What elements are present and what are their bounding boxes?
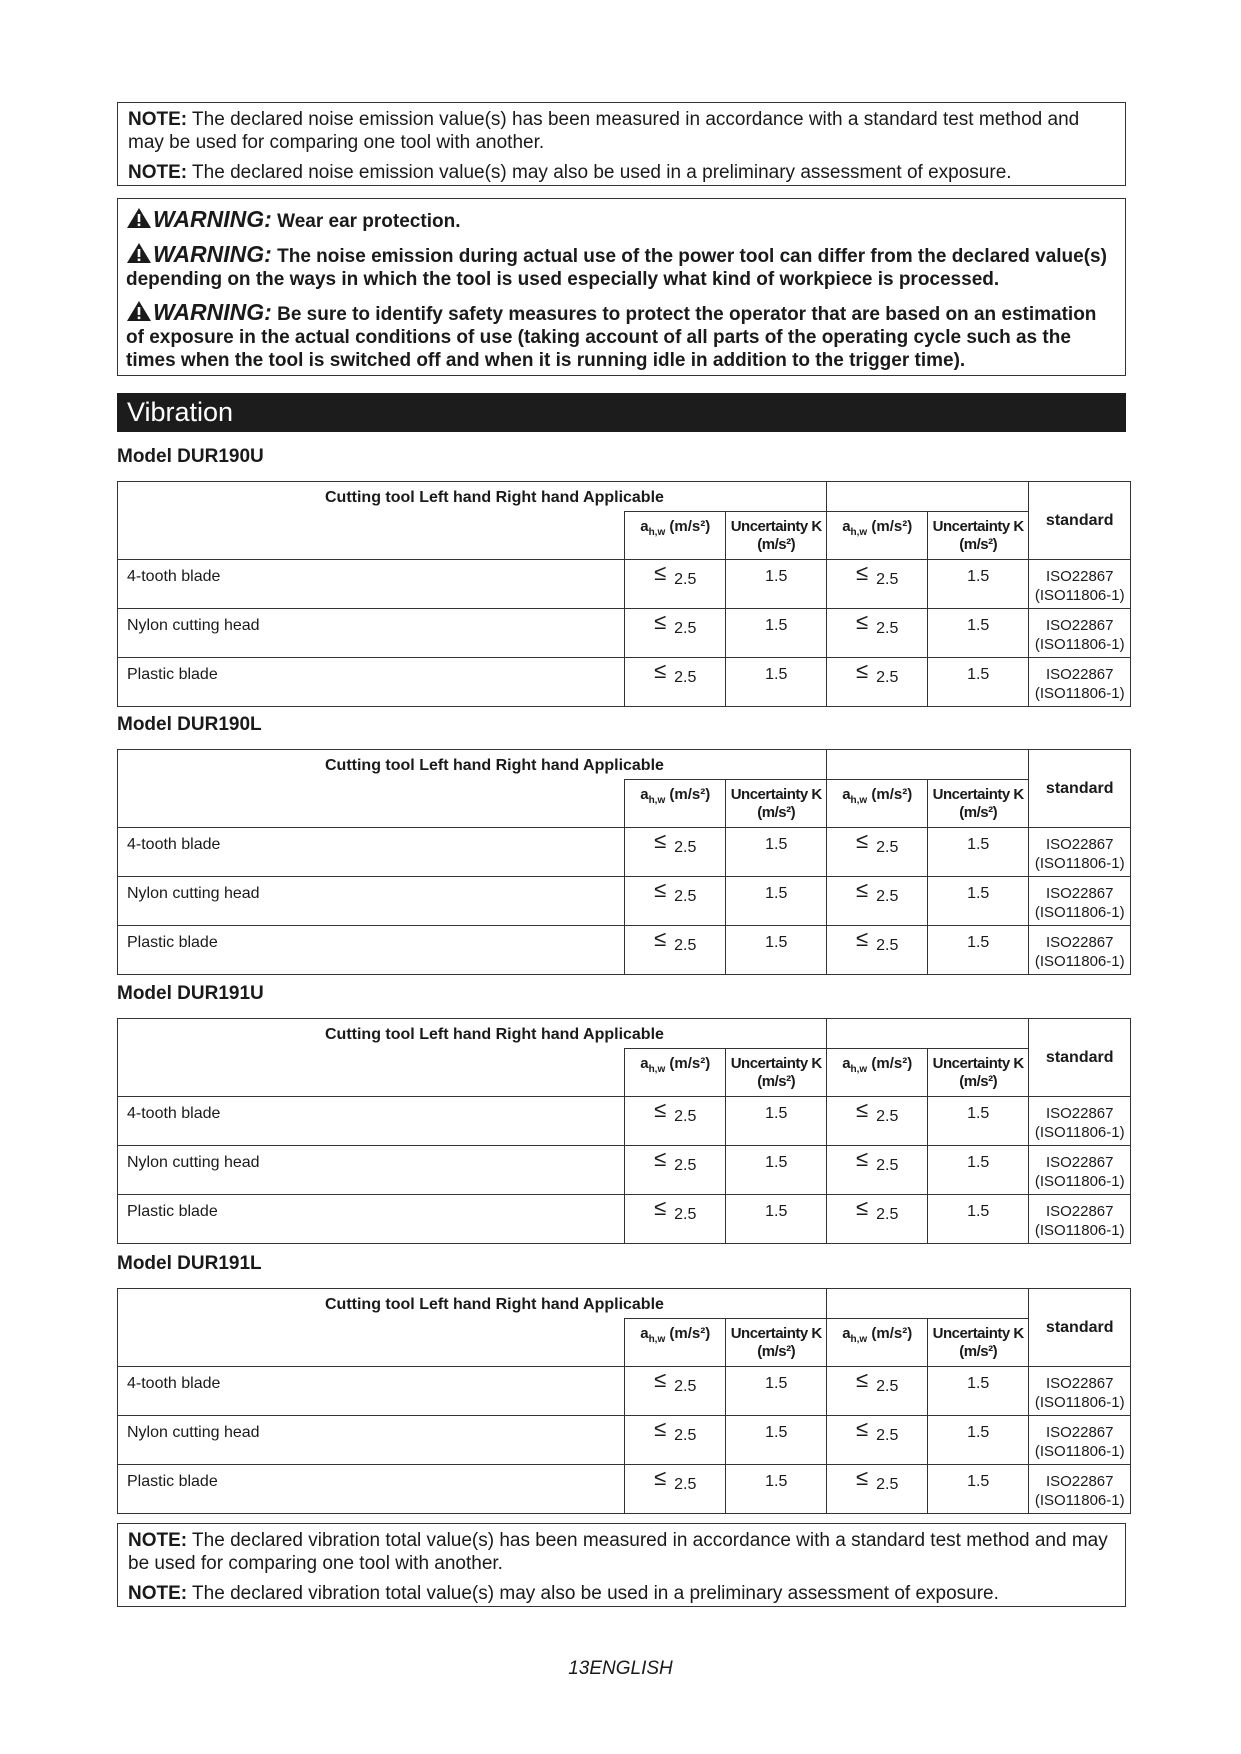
- header-empty-cell: [827, 1289, 1029, 1319]
- less-equal-icon: ≤: [654, 560, 667, 585]
- right-uncertainty-value: 1.5: [927, 609, 1028, 658]
- page-footer: 13ENGLISH: [568, 1658, 673, 1679]
- note-paragraph: NOTE: The declared noise emission value(s) may also be used in a preliminary assessment of exposure.: [128, 162, 1012, 183]
- left-ahw-value: ≤ 2.5: [625, 1416, 725, 1465]
- table-row: [118, 877, 1131, 926]
- less-equal-icon: ≤: [654, 1097, 667, 1122]
- left-ahw-value: ≤ 2.5: [625, 926, 725, 975]
- note-paragraph: NOTE: The declared noise emission value(s) has been measured in accordance with a standard test method and may be used for comparing one tool with another.: [128, 109, 1080, 153]
- header-standard: standard: [1029, 1289, 1131, 1367]
- right-ahw-value: ≤ 2.5: [827, 1416, 927, 1465]
- tool-name: Nylon cutting head: [118, 877, 625, 926]
- left-ahw-value: ≤ 2.5: [625, 658, 725, 707]
- header-left-ahw: $a_{h,w}$ (m/s²): [625, 780, 725, 828]
- vibration-table: [117, 481, 1131, 707]
- table-caption: Cutting tool Left hand Right hand Applicable: [325, 757, 664, 774]
- table-caption: Cutting tool Left hand Right hand Applicable: [325, 1026, 664, 1043]
- warning-paragraph: WARNING: Be sure to identify safety measures to protect the operator that are based on an estimation of exposure in the actual conditions of use (taking account of all parts of the operating cycle such as the times when the tool is switched off and when it is running idle in addition to the trigger time).: [126, 299, 1097, 371]
- standard-value: ISO22867 (ISO11806-1): [1029, 877, 1131, 926]
- tool-name: Plastic blade: [118, 1195, 625, 1244]
- header-empty-cell: [827, 1019, 1029, 1049]
- less-equal-icon: ≤: [856, 828, 869, 853]
- header-empty-cell: [827, 482, 1029, 512]
- tool-name: Plastic blade: [118, 926, 625, 975]
- header-right-ahw: $a_{h,w}$ (m/s²): [827, 780, 927, 828]
- standard-value: ISO22867 (ISO11806-1): [1029, 926, 1131, 975]
- table-row: [118, 560, 1131, 609]
- table-row: [118, 828, 1131, 877]
- left-uncertainty-value: 1.5: [725, 1195, 827, 1244]
- right-ahw-value: ≤ 2.5: [827, 1097, 927, 1146]
- left-uncertainty-value: 1.5: [725, 1465, 827, 1514]
- model-title: Model DUR190L: [117, 714, 262, 735]
- right-ahw-value: ≤ 2.5: [827, 1195, 927, 1244]
- tool-name: Nylon cutting head: [118, 609, 625, 658]
- less-equal-icon: ≤: [856, 1097, 869, 1122]
- tool-name: Plastic blade: [118, 658, 625, 707]
- less-equal-icon: ≤: [654, 828, 667, 853]
- header-left-uncertainty: Uncertainty K (m/s²): [725, 1319, 827, 1367]
- note-paragraph: NOTE: The declared vibration total value(s) has been measured in accordance with a standard test method and may be used for comparing one tool with another.: [128, 1530, 1108, 1574]
- table-caption-cell: [118, 1289, 827, 1319]
- tool-name: 4-tooth blade: [118, 828, 625, 877]
- warning-triangle-icon: [126, 300, 152, 322]
- standard-value: ISO22867 (ISO11806-1): [1029, 658, 1131, 707]
- tool-name: 4-tooth blade: [118, 1097, 625, 1146]
- left-ahw-value: ≤ 2.5: [625, 609, 725, 658]
- header-right-uncertainty: Uncertainty K (m/s²): [927, 1319, 1028, 1367]
- less-equal-icon: ≤: [856, 1195, 869, 1220]
- less-equal-icon: ≤: [654, 877, 667, 902]
- less-equal-icon: ≤: [856, 658, 869, 683]
- left-ahw-value: ≤ 2.5: [625, 877, 725, 926]
- table-caption-cell: [118, 1019, 827, 1049]
- right-ahw-value: ≤ 2.5: [827, 560, 927, 609]
- less-equal-icon: ≤: [856, 1416, 869, 1441]
- table-row: [118, 1146, 1131, 1195]
- table-row: [118, 926, 1131, 975]
- less-equal-icon: ≤: [654, 1367, 667, 1392]
- less-equal-icon: ≤: [856, 560, 869, 585]
- header-empty-cell: [118, 1319, 625, 1367]
- table-row: [118, 658, 1131, 707]
- right-uncertainty-value: 1.5: [927, 1195, 1028, 1244]
- right-uncertainty-value: 1.5: [927, 926, 1028, 975]
- right-ahw-value: ≤ 2.5: [827, 609, 927, 658]
- tool-name: Nylon cutting head: [118, 1416, 625, 1465]
- warning-box: [117, 198, 1126, 376]
- left-ahw-value: ≤ 2.5: [625, 828, 725, 877]
- tool-name: 4-tooth blade: [118, 1367, 625, 1416]
- header-empty-cell: [118, 512, 625, 560]
- header-right-uncertainty: Uncertainty K (m/s²): [927, 780, 1028, 828]
- left-ahw-value: ≤ 2.5: [625, 1367, 725, 1416]
- less-equal-icon: ≤: [654, 1195, 667, 1220]
- right-ahw-value: ≤ 2.5: [827, 828, 927, 877]
- table-row: [118, 1416, 1131, 1465]
- table-caption-cell: [118, 750, 827, 780]
- header-right-uncertainty: Uncertainty K (m/s²): [927, 1049, 1028, 1097]
- left-uncertainty-value: 1.5: [725, 1416, 827, 1465]
- right-ahw-value: ≤ 2.5: [827, 658, 927, 707]
- left-uncertainty-value: 1.5: [725, 828, 827, 877]
- less-equal-icon: ≤: [856, 1465, 869, 1490]
- left-uncertainty-value: 1.5: [725, 658, 827, 707]
- less-equal-icon: ≤: [654, 1416, 667, 1441]
- standard-value: ISO22867 (ISO11806-1): [1029, 1465, 1131, 1514]
- header-right-ahw: $a_{h,w}$ (m/s²): [827, 512, 927, 560]
- warning-triangle-icon: [126, 242, 152, 264]
- header-left-ahw: $a_{h,w}$ (m/s²): [625, 1319, 725, 1367]
- noise-note-box: [117, 102, 1126, 186]
- tool-name: Nylon cutting head: [118, 1146, 625, 1195]
- standard-value: ISO22867 (ISO11806-1): [1029, 609, 1131, 658]
- right-uncertainty-value: 1.5: [927, 1465, 1028, 1514]
- model-title: Model DUR190U: [117, 446, 264, 467]
- standard-value: ISO22867 (ISO11806-1): [1029, 1367, 1131, 1416]
- standard-value: ISO22867 (ISO11806-1): [1029, 1195, 1131, 1244]
- tool-name: Plastic blade: [118, 1465, 625, 1514]
- table-row: [118, 609, 1131, 658]
- model-title: Model DUR191U: [117, 983, 264, 1004]
- header-empty-cell: [827, 750, 1029, 780]
- header-standard: standard: [1029, 1019, 1131, 1097]
- left-uncertainty-value: 1.5: [725, 609, 827, 658]
- less-equal-icon: ≤: [654, 926, 667, 951]
- standard-value: ISO22867 (ISO11806-1): [1029, 1416, 1131, 1465]
- right-ahw-value: ≤ 2.5: [827, 1146, 927, 1195]
- left-ahw-value: ≤ 2.5: [625, 560, 725, 609]
- standard-value: ISO22867 (ISO11806-1): [1029, 1146, 1131, 1195]
- right-uncertainty-value: 1.5: [927, 1097, 1028, 1146]
- table-caption-cell: [118, 482, 827, 512]
- less-equal-icon: ≤: [856, 1146, 869, 1171]
- table-caption: Cutting tool Left hand Right hand Applicable: [325, 1296, 664, 1313]
- less-equal-icon: ≤: [654, 1465, 667, 1490]
- table-row: [118, 1465, 1131, 1514]
- header-standard: standard: [1029, 482, 1131, 560]
- right-ahw-value: ≤ 2.5: [827, 1367, 927, 1416]
- right-ahw-value: ≤ 2.5: [827, 1465, 927, 1514]
- vibration-table: [117, 1288, 1131, 1514]
- section-title-vibration: Vibration: [117, 393, 1126, 432]
- header-empty-cell: [118, 1049, 625, 1097]
- header-left-ahw: $a_{h,w}$ (m/s²): [625, 1049, 725, 1097]
- vibration-note-box: [117, 1523, 1126, 1607]
- tool-name: 4-tooth blade: [118, 560, 625, 609]
- less-equal-icon: ≤: [856, 609, 869, 634]
- left-ahw-value: ≤ 2.5: [625, 1465, 725, 1514]
- less-equal-icon: ≤: [856, 1367, 869, 1392]
- right-uncertainty-value: 1.5: [927, 1367, 1028, 1416]
- right-uncertainty-value: 1.5: [927, 1416, 1028, 1465]
- vibration-table: [117, 1018, 1131, 1244]
- header-right-uncertainty: Uncertainty K (m/s²): [927, 512, 1028, 560]
- left-uncertainty-value: 1.5: [725, 877, 827, 926]
- vibration-table: [117, 749, 1131, 975]
- right-ahw-value: ≤ 2.5: [827, 926, 927, 975]
- header-right-ahw: $a_{h,w}$ (m/s²): [827, 1319, 927, 1367]
- warning-triangle-icon: [126, 207, 152, 229]
- header-standard: standard: [1029, 750, 1131, 828]
- table-row: [118, 1367, 1131, 1416]
- left-uncertainty-value: 1.5: [725, 560, 827, 609]
- left-uncertainty-value: 1.5: [725, 926, 827, 975]
- left-ahw-value: ≤ 2.5: [625, 1195, 725, 1244]
- table-row: [118, 1195, 1131, 1244]
- table-caption: Cutting tool Left hand Right hand Applicable: [325, 489, 664, 506]
- header-right-ahw: $a_{h,w}$ (m/s²): [827, 1049, 927, 1097]
- header-left-uncertainty: Uncertainty K (m/s²): [725, 780, 827, 828]
- model-title: Model DUR191L: [117, 1253, 262, 1274]
- left-uncertainty-value: 1.5: [725, 1367, 827, 1416]
- less-equal-icon: ≤: [856, 877, 869, 902]
- standard-value: ISO22867 (ISO11806-1): [1029, 1097, 1131, 1146]
- right-uncertainty-value: 1.5: [927, 658, 1028, 707]
- right-uncertainty-value: 1.5: [927, 828, 1028, 877]
- right-uncertainty-value: 1.5: [927, 877, 1028, 926]
- left-ahw-value: ≤ 2.5: [625, 1146, 725, 1195]
- right-uncertainty-value: 1.5: [927, 560, 1028, 609]
- header-left-ahw: $a_{h,w}$ (m/s²): [625, 512, 725, 560]
- less-equal-icon: ≤: [654, 1146, 667, 1171]
- standard-value: ISO22867 (ISO11806-1): [1029, 828, 1131, 877]
- header-left-uncertainty: Uncertainty K (m/s²): [725, 512, 827, 560]
- warning-paragraph: WARNING: The noise emission during actual use of the power tool can differ from the declared value(s) depending on the ways in which the tool is used especially what kind of workpiece is processed.: [126, 241, 1107, 290]
- left-uncertainty-value: 1.5: [725, 1146, 827, 1195]
- table-row: [118, 1097, 1131, 1146]
- warning-paragraph: WARNING: Wear ear protection.: [126, 207, 1117, 233]
- header-left-uncertainty: Uncertainty K (m/s²): [725, 1049, 827, 1097]
- right-uncertainty-value: 1.5: [927, 1146, 1028, 1195]
- less-equal-icon: ≤: [654, 658, 667, 683]
- header-empty-cell: [118, 780, 625, 828]
- standard-value: ISO22867 (ISO11806-1): [1029, 560, 1131, 609]
- left-ahw-value: ≤ 2.5: [625, 1097, 725, 1146]
- less-equal-icon: ≤: [856, 926, 869, 951]
- right-ahw-value: ≤ 2.5: [827, 877, 927, 926]
- note-paragraph: NOTE: The declared vibration total value(s) may also be used in a preliminary assessment of exposure.: [128, 1583, 999, 1604]
- less-equal-icon: ≤: [654, 609, 667, 634]
- left-uncertainty-value: 1.5: [725, 1097, 827, 1146]
